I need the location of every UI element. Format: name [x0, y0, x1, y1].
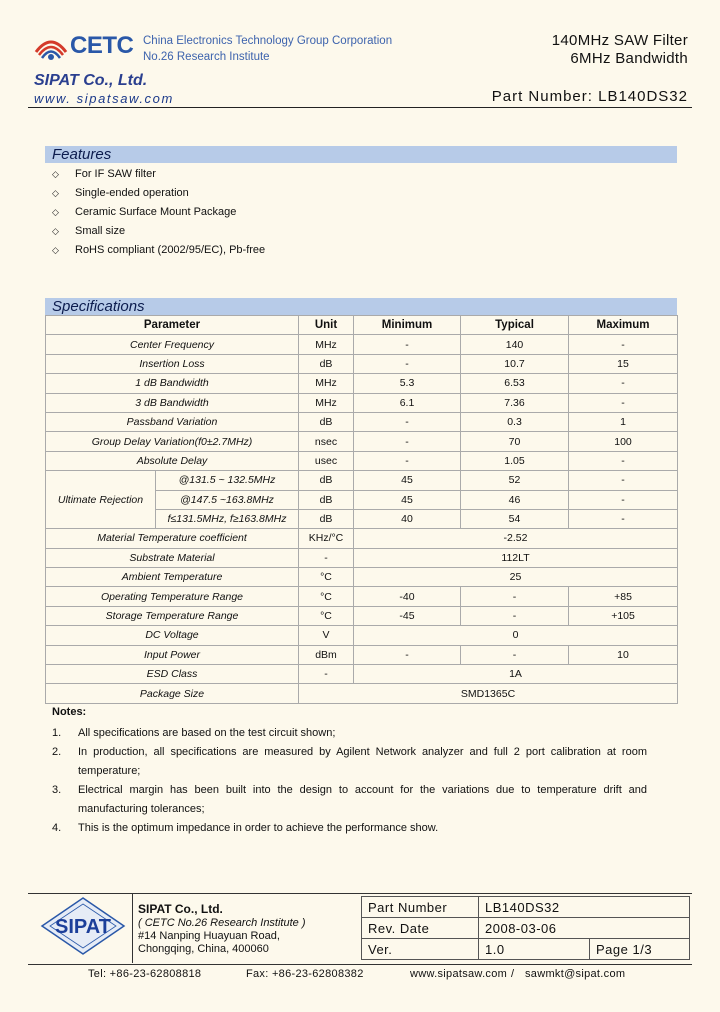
sipat-logo-icon	[38, 896, 128, 956]
contact-fax: Fax: +86-23-62808382	[246, 968, 364, 980]
table-row: @147.5 ~163.8MHz dB 45 46 -	[46, 490, 678, 509]
product-subtitle: 6MHz Bandwidth	[570, 50, 688, 67]
specifications-table	[45, 315, 678, 704]
diamond-bullet-icon: ◇	[52, 169, 59, 179]
features-list	[52, 167, 265, 262]
table-row: Group Delay Variation(f0±2.7MHz) nsec - 70 100	[46, 432, 678, 451]
table-row: Ultimate Rejection @131.5 ~ 132.5MHz dB 45 52 -	[46, 471, 678, 490]
column-header: Maximum	[569, 316, 678, 335]
diamond-bullet-icon: ◇	[52, 226, 59, 236]
table-row: Material Temperature coefficient KHz/°C -2.52	[46, 529, 678, 548]
cetc-emblem-icon	[32, 30, 70, 62]
note-item: 3. Electrical margin has been built into the design to account for the variations due to temperature drift and manufacturing tolerances;	[52, 784, 647, 815]
column-header: Unit	[299, 316, 354, 335]
feature-item: ◇ For IF SAW filter	[52, 168, 156, 180]
contact-web[interactable]: www.sipatsaw.com	[410, 968, 508, 980]
table-row: 3 dB Bandwidth MHz 6.1 7.36 -	[46, 393, 678, 412]
diamond-bullet-icon: ◇	[52, 245, 59, 255]
diamond-bullet-icon: ◇	[52, 207, 59, 217]
features-heading: Features	[45, 146, 677, 163]
header-divider	[28, 107, 692, 108]
note-item: 1. All specifications are based on the test circuit shown;	[52, 727, 336, 739]
footer-divider	[132, 893, 133, 963]
part-number-value: LB140DS32	[479, 897, 690, 918]
table-row: DC Voltage V 0	[46, 626, 678, 645]
feature-item: ◇ Single-ended operation	[52, 187, 189, 199]
table-row: ESD Class - 1A	[46, 665, 678, 684]
sipat-logo	[38, 896, 128, 956]
feature-item: ◇ Small size	[52, 225, 126, 237]
table-row: Substrate Material - 112LT	[46, 548, 678, 567]
feature-item: ◇ RoHS compliant (2002/95/EC), Pb-free	[52, 244, 266, 256]
page-indicator: Page 1/3	[590, 939, 690, 960]
contact-email[interactable]: sawmkt@sipat.com	[525, 968, 626, 980]
table-row: f≤131.5MHz, f≥163.8MHz dB 40 54 -	[46, 509, 678, 528]
column-header: Minimum	[354, 316, 461, 335]
contact-separator: /	[511, 968, 515, 980]
feature-item: ◇ Ceramic Surface Mount Package	[52, 206, 237, 218]
table-row: Center Frequency MHz - 140 -	[46, 335, 678, 354]
ultimate-rejection-label: Ultimate Rejection	[46, 471, 156, 529]
table-row: Absolute Delay usec - 1.05 -	[46, 451, 678, 470]
corp-name-line2: No.26 Research Institute	[143, 51, 270, 63]
column-header: Parameter	[46, 316, 299, 335]
table-row: Input Power dBm - - 10	[46, 645, 678, 664]
footer-company: SIPAT Co., Ltd.	[138, 902, 223, 916]
corp-name-line1: China Electronics Technology Group Corporation	[143, 35, 393, 47]
version-value: 1.0	[479, 939, 590, 960]
table-row	[362, 897, 690, 918]
column-header: Typical	[461, 316, 569, 335]
table-row: Passband Variation dB - 0.3 1	[46, 412, 678, 431]
table-header-row	[46, 316, 678, 335]
table-row: Insertion Loss dB - 10.7 15	[46, 354, 678, 373]
table-row: Package Size SMD1365C	[46, 684, 678, 703]
contact-tel: Tel: +86-23-62808818	[88, 968, 202, 980]
rev-date-value: 2008-03-06	[479, 918, 690, 939]
product-title: 140MHz SAW Filter	[551, 32, 688, 49]
table-row	[362, 939, 690, 960]
document-info-table	[361, 896, 690, 960]
diamond-bullet-icon: ◇	[52, 188, 59, 198]
table-row: Ambient Temperature °C 25	[46, 568, 678, 587]
sipat-logo-text: SIPAT	[55, 916, 111, 938]
version-label: Ver.	[362, 939, 479, 960]
part-number-heading: Part Number: LB140DS32	[491, 88, 688, 105]
part-number-label: Part Number	[362, 897, 479, 918]
note-item: 4. This is the optimum impedance in order to achieve the performance show.	[52, 822, 439, 834]
notes-list	[52, 724, 647, 838]
rev-date-label: Rev. Date	[362, 918, 479, 939]
cetc-logo	[32, 30, 132, 62]
footer-address-line2: Chongqing, China, 400060	[138, 943, 269, 955]
footer-address-line1: #14 Nanping Huayuan Road,	[138, 930, 280, 942]
specifications-heading: Specifications	[45, 298, 677, 315]
table-row: 1 dB Bandwidth MHz 5.3 6.53 -	[46, 374, 678, 393]
note-item: 2. In production, all specifications are measured by Agilent Network analyzer and full 2 port calibration at room temperature;	[52, 746, 647, 777]
table-row: Storage Temperature Range °C -45 - +105	[46, 606, 678, 625]
table-row: Operating Temperature Range °C -40 - +85	[46, 587, 678, 606]
company-website: www. sipatsaw.com	[34, 91, 174, 106]
cetc-logo-text: CETC	[70, 32, 134, 59]
table-row	[362, 918, 690, 939]
notes-heading: Notes:	[52, 706, 87, 718]
company-name: SIPAT Co., Ltd.	[34, 72, 148, 89]
footer-institute: ( CETC No.26 Research Institute )	[138, 917, 306, 929]
